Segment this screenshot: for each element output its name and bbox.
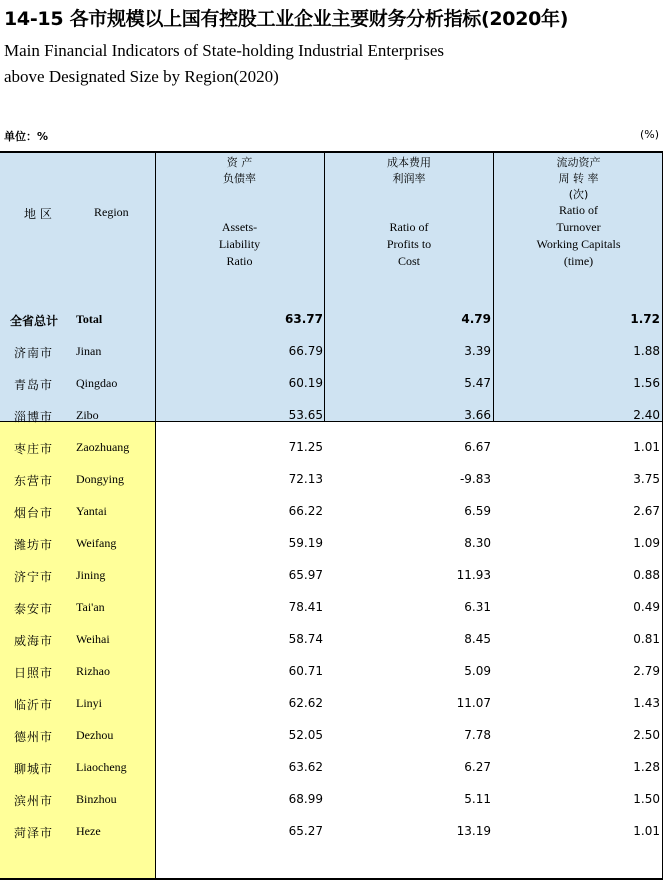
assets-liability-ratio: 66.79 [288,344,323,358]
region-name-cn: 临沂市 [14,698,54,712]
region-name-en: Linyi [76,696,102,710]
header-text: (time) [563,254,594,268]
table-row [0,560,663,592]
unit-label-right: (%) [639,128,659,141]
region-name-cn: 菏泽市 [14,826,54,840]
assets-liability-ratio: 62.62 [288,696,323,710]
assets-liability-ratio: 60.19 [288,376,323,390]
region-name-cn: 泰安市 [14,602,54,616]
region-name-en: Tai'an [76,600,105,614]
table-row [0,400,663,432]
region-name-en: Total [76,312,103,326]
profit-to-cost-ratio: -9.83 [459,472,491,486]
header-text: (次) [568,188,589,201]
table-row [0,336,663,368]
subtitle-line-1: Main Financial Indicators of State-holding Industrial Enterprises [4,41,445,60]
working-capital-turnover: 1.56 [633,376,660,390]
header-text: Liability [218,237,261,251]
region-name-en: Zibo [76,408,99,422]
profit-to-cost-ratio: 13.19 [456,824,491,838]
table-row [0,528,663,560]
working-capital-turnover: 2.50 [633,728,660,742]
working-capital-turnover: 0.88 [633,568,660,582]
assets-liability-ratio: 53.65 [288,408,323,422]
working-capital-turnover: 2.40 [633,408,660,422]
region-name-en: Weihai [76,632,110,646]
region-name-en: Jinan [76,344,102,358]
header-text: 负债率 [223,172,256,185]
assets-liability-ratio: 60.71 [288,664,323,678]
profit-to-cost-ratio: 7.78 [464,728,491,742]
region-name-cn: 淄博市 [14,410,54,424]
region-name-cn: 滨州市 [14,794,54,808]
header-region-cn: 地 区 [24,207,52,221]
header-col3-en [494,202,663,270]
header-text: 成本费用 [387,156,431,169]
header-text: Cost [397,254,420,268]
table-row-total [0,304,663,336]
header-text: Ratio of [559,203,598,217]
working-capital-turnover: 2.79 [633,664,660,678]
working-capital-turnover: 1.01 [633,824,660,838]
profit-to-cost-ratio: 3.39 [464,344,491,358]
assets-liability-ratio: 58.74 [288,632,323,646]
table-row [0,816,663,848]
table-row [0,624,663,656]
region-name-cn: 烟台市 [14,506,54,520]
profit-to-cost-ratio: 6.67 [464,440,491,454]
working-capital-turnover: 2.67 [633,504,660,518]
header-text: Profits to [386,237,432,251]
profit-to-cost-ratio: 5.11 [464,792,491,806]
assets-liability-ratio: 65.27 [288,824,323,838]
working-capital-turnover: 1.01 [633,440,660,454]
region-name-cn: 济南市 [14,346,54,360]
assets-liability-ratio: 71.25 [288,440,323,454]
header-text: Working Capitals [536,237,621,251]
region-name-en: Weifang [76,536,117,550]
region-name-en: Qingdao [76,376,118,390]
working-capital-turnover: 1.50 [633,792,660,806]
header-region-en: Region [94,205,129,219]
profit-to-cost-ratio: 3.66 [464,408,491,422]
unit-label: 单位：% [4,130,49,143]
assets-liability-ratio: 65.97 [288,568,323,582]
header-text: Ratio [226,254,253,268]
region-name-cn: 枣庄市 [14,442,54,456]
header-col1-cn [155,155,324,187]
assets-liability-ratio: 59.19 [288,536,323,550]
table-row [0,464,663,496]
working-capital-turnover: 1.88 [633,344,660,358]
region-name-cn: 聊城市 [14,762,54,776]
assets-liability-ratio: 78.41 [288,600,323,614]
header-text: 周 转 率 [558,172,599,185]
working-capital-turnover: 1.28 [633,760,660,774]
profit-to-cost-ratio: 6.59 [464,504,491,518]
profit-to-cost-ratio: 6.27 [464,760,491,774]
assets-liability-ratio: 66.22 [288,504,323,518]
header-text: Turnover [556,220,601,234]
table-row [0,432,663,464]
assets-liability-ratio: 68.99 [288,792,323,806]
profit-to-cost-ratio: 5.47 [464,376,491,390]
assets-liability-ratio: 63.62 [288,760,323,774]
working-capital-turnover: 0.81 [633,632,660,646]
table-row [0,496,663,528]
header-col3-cn [494,155,663,203]
table-row [0,784,663,816]
region-name-cn: 东营市 [14,474,54,488]
page-subtitle [4,38,444,90]
region-name-en: Dongying [76,472,124,486]
data-table [0,151,663,880]
table-row [0,592,663,624]
region-name-en: Binzhou [76,792,117,806]
region-name-en: Jining [76,568,106,582]
profit-to-cost-ratio: 11.93 [456,568,491,582]
header-col2-cn [325,155,493,187]
region-name-cn: 威海市 [14,634,54,648]
profit-to-cost-ratio: 8.30 [464,536,491,550]
profit-to-cost-ratio: 5.09 [464,664,491,678]
region-name-en: Yantai [76,504,107,518]
header-text: 资 产 [226,156,253,169]
working-capital-turnover: 0.49 [633,600,660,614]
table-row [0,688,663,720]
header-text: Assets- [221,220,258,234]
header-text: 流动资产 [556,156,601,169]
region-name-cn: 潍坊市 [14,538,54,552]
region-name-en: Dezhou [76,728,114,742]
assets-liability-ratio: 52.05 [288,728,323,742]
working-capital-turnover: 1.72 [630,312,660,326]
working-capital-turnover: 3.75 [633,472,660,486]
header-text: 利润率 [392,172,426,185]
region-name-en: Zaozhuang [76,440,130,454]
working-capital-turnover: 1.43 [633,696,660,710]
region-name-en: Rizhao [76,664,110,678]
header-col2-en [325,219,493,270]
page-title: 14-15 各市规模以上国有控股工业企业主要财务分析指标(2020年) [4,8,569,30]
table-row [0,720,663,752]
region-name-cn: 日照市 [14,666,54,680]
profit-to-cost-ratio: 4.79 [461,312,491,326]
assets-liability-ratio: 63.77 [285,312,323,326]
profit-to-cost-ratio: 11.07 [456,696,491,710]
profit-to-cost-ratio: 6.31 [464,600,491,614]
table-row [0,656,663,688]
region-name-cn: 青岛市 [14,378,54,392]
region-name-cn: 济宁市 [14,570,54,584]
assets-liability-ratio: 72.13 [288,472,323,486]
header-col1-en [155,219,324,270]
region-name-en: Heze [76,824,101,838]
region-name-cn: 德州市 [14,730,54,744]
region-name-en: Liaocheng [76,760,127,774]
subtitle-line-2: above Designated Size by Region(2020) [4,67,279,86]
table-row [0,368,663,400]
table-row [0,752,663,784]
working-capital-turnover: 1.09 [633,536,660,550]
profit-to-cost-ratio: 8.45 [464,632,491,646]
header-text: Ratio of [389,220,429,234]
region-name-cn: 全省总计 [10,314,59,328]
